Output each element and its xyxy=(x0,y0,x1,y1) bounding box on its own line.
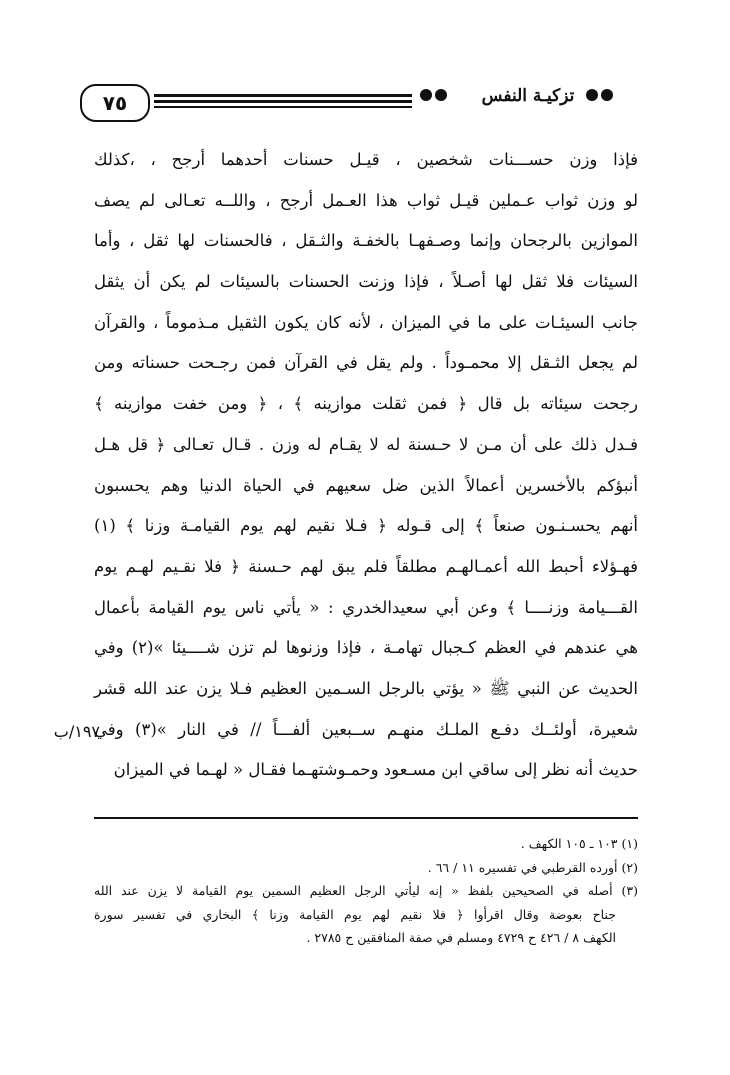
footnote-separator xyxy=(94,817,638,819)
header-rule xyxy=(154,94,412,108)
text-line: جانب السيئـات على ما في الميزان ، لأنه كان يكون الثقيل مـذموماً ، والقرآن xyxy=(94,312,638,332)
text-line: فإذا وزن حســـنات شخصين ، قيـل حسنات أحدهما أرجح ، ،كذلك xyxy=(94,150,638,169)
text-line: لو وزن ثواب عـملين قيـل ثواب هذا العـمل أرجح ، واللــه تعـالى لم يصف xyxy=(94,190,638,210)
text-line: الحديث عن النبي ﷺ « يؤتي بالرجل السـمين العظيم فـلا يزن عند الله قشر xyxy=(94,678,638,698)
ornament-dots-right xyxy=(586,89,613,101)
footnote-continuation: جناح بعوضة وقال اقرأوا ﴿ فلا نقيم لهم يوم القيامة وزنا ﴾ البخاري في تفسير سورة xyxy=(94,906,616,922)
text-line: رجحت سيئاته بل قال ﴿ فمن ثقلت موازينه ﴾ ، ﴿ ومن خفت موازينه ﴾ xyxy=(94,394,638,414)
margin-folio-note: ١٩٧/ب xyxy=(53,722,100,741)
footnotes xyxy=(94,832,638,950)
text-line: أنبؤكم بالأخسرين أعمالاً الذين ضل سعيهم في الحياة الدنيا وهم يحسبون xyxy=(94,475,638,495)
page-number: ٧٥ xyxy=(80,84,150,122)
text-line: فـدل ذلك على أن مـن لا حـسنة له لا يقـام له وزن . قـال تعـالى ﴿ قل هـل xyxy=(94,434,638,454)
text-line: هي عندهم في العظم كـجبال تهامـة ، فإذا وزنوها لم تزن شــــيئا »(٢) وفي xyxy=(94,638,638,658)
text-line: الموازين بالرجحان وإنما وصـفهـا بالخفـة والثـقل ، فالحسنات لها ثقل ، وأما xyxy=(94,231,638,251)
running-title: تزكيـة النفس xyxy=(481,86,575,106)
footnote: (٢) أورده القرطبي في تفسيره ١١ / ٦٦ . xyxy=(427,859,638,875)
footnote: (١) ١٠٣ ـ ١٠٥ الكهف . xyxy=(520,836,638,851)
ornament-dots-left xyxy=(420,89,447,101)
text-line: السيئات فلا ثقل لها أصـلاً ، فإذا وزنت الحسنات بالسيئات لم يكن أن يثقل xyxy=(94,272,638,292)
text-line: أنهم يحسـنـون صنعاً ﴾ إلى قـوله ﴿ فـلا نقيم لهم يوم القيامـة وزنا ﴾ (١) xyxy=(94,516,638,536)
page-header xyxy=(80,84,640,120)
footnote-continuation: الكهف ٨ / ٤٢٦ ح ٤٧٢٩ ومسلم في صفة المنافقين ح ٢٧٨٥ . xyxy=(306,930,616,945)
footnote: (٣) أصله في الصحيحين بلفظ « إنه ليأتي الرجل العظيم السمين يوم القيامة لا يزن عند الله xyxy=(94,883,638,898)
text-line: حديث أنه نظر إلى ساقي ابن مسـعود وحمـوشتهـما فقـال « لهـما في الميزان xyxy=(113,760,638,780)
main-text xyxy=(94,140,638,791)
text-line: فهـؤلاء أحبط الله أعمـالهـم مطلقاً فلم يبق لهم حـسنة ﴿ فلا نقـيم لهـم يوم xyxy=(94,556,638,576)
text-line: لم يجعل الثـقل إلا محمـوداً . ولم يقل في القرآن فمن رجـحت حسناته ومن xyxy=(94,353,638,373)
text-line: القـــيامة وزنــــا ﴾ وعن أبي سعيدالخدري : « يأتي ناس يوم القيامة بأعمال xyxy=(94,597,638,617)
text-line: شعيرة، أولئــك دفـع الملـك منهـم ســبعين ألفـــاً // في النار »(٣) وفي xyxy=(94,719,639,739)
